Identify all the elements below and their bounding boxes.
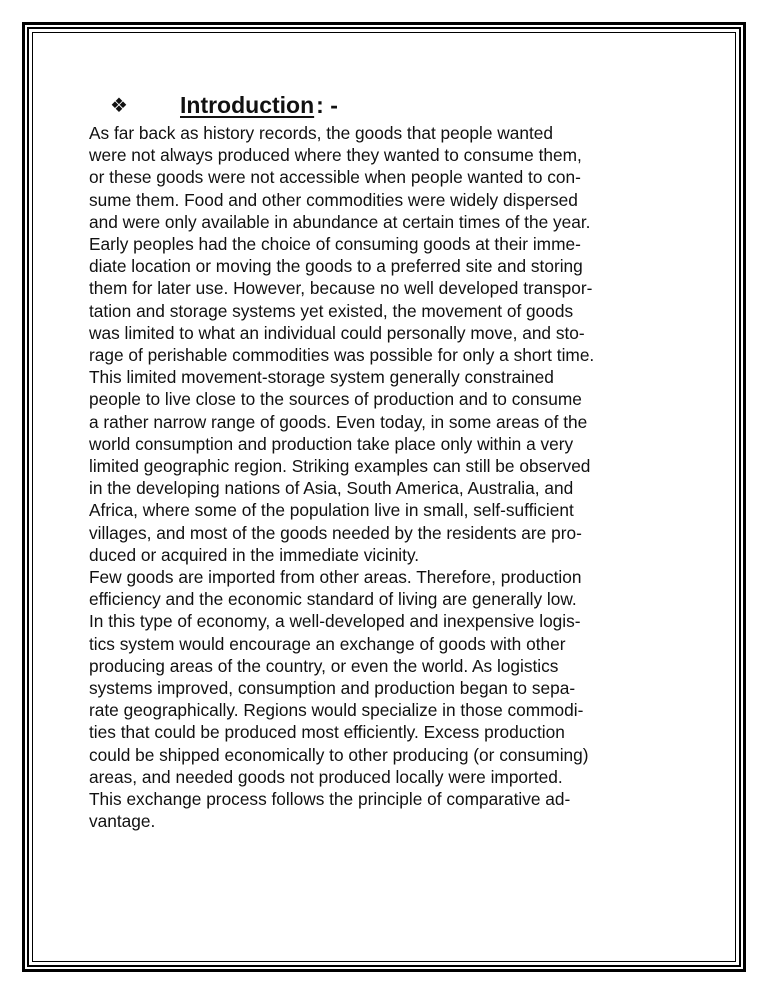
text-line: limited geographic region. Striking examples can still be observed [89,456,591,477]
diamond-bullet-icon: ❖ [110,94,128,117]
text-line: tics system would encourage an exchange of goods with other [89,633,566,654]
text-line: people to live close to the sources of production and to consume [89,389,582,410]
text-line: Early peoples had the choice of consuming goods at their imme- [89,234,581,255]
text-line: sume them. Food and other commodities were widely dispersed [89,189,578,210]
text-line: or these goods were not accessible when people wanted to con- [89,167,581,188]
text-line: As far back as history records, the goods that people wanted [89,123,553,143]
text-line: This exchange process follows the principle of comparative ad- [89,789,571,810]
text-line: was limited to what an individual could personally move, and sto- [89,322,585,343]
text-line: and were only available in abundance at certain times of the year. [89,211,591,232]
text-line: a rather narrow range of goods. Even today, in some areas of the [89,411,588,432]
text-line: systems improved, consumption and production began to sepa- [89,678,576,699]
text-line: This limited movement-storage system generally constrained [89,367,554,388]
text-line: villages, and most of the goods needed by the residents are pro- [89,522,582,543]
text-line: them for later use. However, because no well developed transpor- [89,278,593,299]
text-line: producing areas of the country, or even the world. As logistics [89,655,559,676]
heading-title: Introduction [180,91,315,118]
body-paragraph [89,122,689,833]
text-line: ties that could be produced most efficiently. Excess production [89,722,565,743]
text-line: rage of perishable commodities was possible for only a short time. [89,345,595,366]
text-line: in the developing nations of Asia, South America, Australia, and [89,478,574,499]
section-heading [110,90,338,120]
text-line: Few goods are imported from other areas. Therefore, production [89,567,582,588]
text-line: diate location or moving the goods to a preferred site and storing [89,256,583,277]
text-line: efficiency and the economic standard of living are generally low. [89,589,577,610]
heading-suffix: : - [316,91,338,118]
text-line: duced or acquired in the immediate vicinity. [89,544,420,565]
text-line: vantage. [89,811,156,832]
text-line: world consumption and production take place only within a very [89,433,574,454]
text-line: were not always produced where they wanted to consume them, [89,145,582,166]
text-line: Africa, where some of the population live in small, self-sufficient [89,500,574,521]
text-line: tation and storage systems yet existed, the movement of goods [89,300,574,321]
text-line: could be shipped economically to other producing (or consuming) [89,744,589,765]
text-line: areas, and needed goods not produced locally were imported. [89,766,563,787]
text-line: In this type of economy, a well-developed and inexpensive logis- [89,611,581,632]
text-line: rate geographically. Regions would specialize in those commodi- [89,700,584,721]
